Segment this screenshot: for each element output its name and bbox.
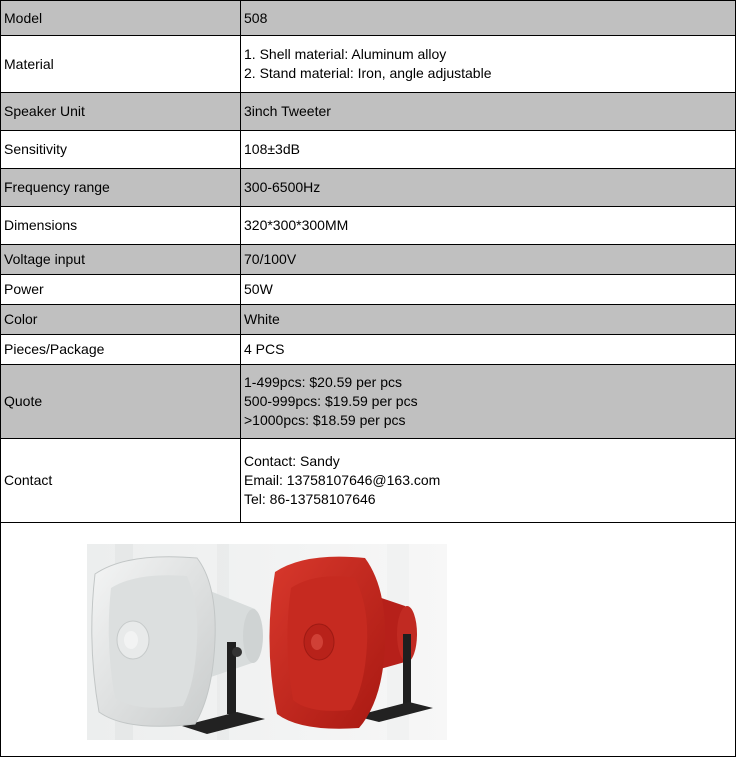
label-sensitivity: Sensitivity bbox=[1, 131, 241, 169]
row-image bbox=[1, 523, 736, 757]
row-color bbox=[1, 305, 736, 335]
label-power: Power bbox=[1, 275, 241, 305]
value-quote bbox=[241, 365, 736, 439]
value-contact-name: Contact: Sandy bbox=[244, 453, 340, 469]
value-material bbox=[241, 36, 736, 93]
value-material-line-2: 2. Stand material: Iron, angle adjustable bbox=[244, 65, 492, 81]
value-frequency-range bbox=[241, 169, 736, 207]
label-voltage-input: Voltage input bbox=[1, 245, 241, 275]
horn-speakers-photo bbox=[87, 544, 447, 740]
row-material bbox=[1, 36, 736, 93]
value-material-line-1: 1. Shell material: Aluminum alloy bbox=[244, 46, 447, 62]
label-dimensions: Dimensions bbox=[1, 207, 241, 245]
value-dimensions-line: 320*300*300MM bbox=[244, 217, 349, 233]
value-voltage-input bbox=[241, 245, 736, 275]
row-sensitivity bbox=[1, 131, 736, 169]
value-quote-line-2: 500-999pcs: $19.59 per pcs bbox=[244, 393, 418, 409]
label-pieces-package: Pieces/Package bbox=[1, 335, 241, 365]
label-material: Material bbox=[1, 36, 241, 93]
label-contact: Contact bbox=[1, 439, 241, 523]
value-power bbox=[241, 275, 736, 305]
value-voltage-input-line: 70/100V bbox=[244, 251, 297, 267]
value-contact-email: Email: 13758107646@163.com bbox=[244, 472, 441, 488]
row-voltage-input bbox=[1, 245, 736, 275]
row-dimensions bbox=[1, 207, 736, 245]
value-quote-line-3: >1000pcs: $18.59 per pcs bbox=[244, 412, 406, 428]
value-model bbox=[241, 1, 736, 36]
value-dimensions bbox=[241, 207, 736, 245]
value-quote-line-1: 1-499pcs: $20.59 per pcs bbox=[244, 374, 402, 390]
row-speaker-unit bbox=[1, 93, 736, 131]
label-color: Color bbox=[1, 305, 241, 335]
value-contact-tel: Tel: 86-13758107646 bbox=[244, 491, 376, 507]
row-power bbox=[1, 275, 736, 305]
value-color-line: White bbox=[244, 311, 280, 327]
label-speaker-unit: Speaker Unit bbox=[1, 93, 241, 131]
value-frequency-range-line: 300-6500Hz bbox=[244, 179, 321, 195]
row-quote bbox=[1, 365, 736, 439]
row-model bbox=[1, 1, 736, 36]
value-speaker-unit bbox=[241, 93, 736, 131]
value-sensitivity bbox=[241, 131, 736, 169]
label-frequency-range: Frequency range bbox=[1, 169, 241, 207]
value-pieces-package-line: 4 PCS bbox=[244, 341, 285, 357]
row-frequency-range bbox=[1, 169, 736, 207]
label-quote: Quote bbox=[1, 365, 241, 439]
value-color bbox=[241, 305, 736, 335]
row-contact bbox=[1, 439, 736, 523]
label-model: Model bbox=[1, 1, 241, 36]
value-pieces-package bbox=[241, 335, 736, 365]
value-speaker-unit-line: 3inch Tweeter bbox=[244, 103, 331, 119]
value-contact bbox=[241, 439, 736, 523]
row-pieces-package bbox=[1, 335, 736, 365]
value-power-line: 50W bbox=[244, 281, 273, 297]
value-sensitivity-line: 108±3dB bbox=[244, 141, 300, 157]
value-model-line: 508 bbox=[244, 9, 268, 26]
image-cell bbox=[1, 523, 736, 757]
